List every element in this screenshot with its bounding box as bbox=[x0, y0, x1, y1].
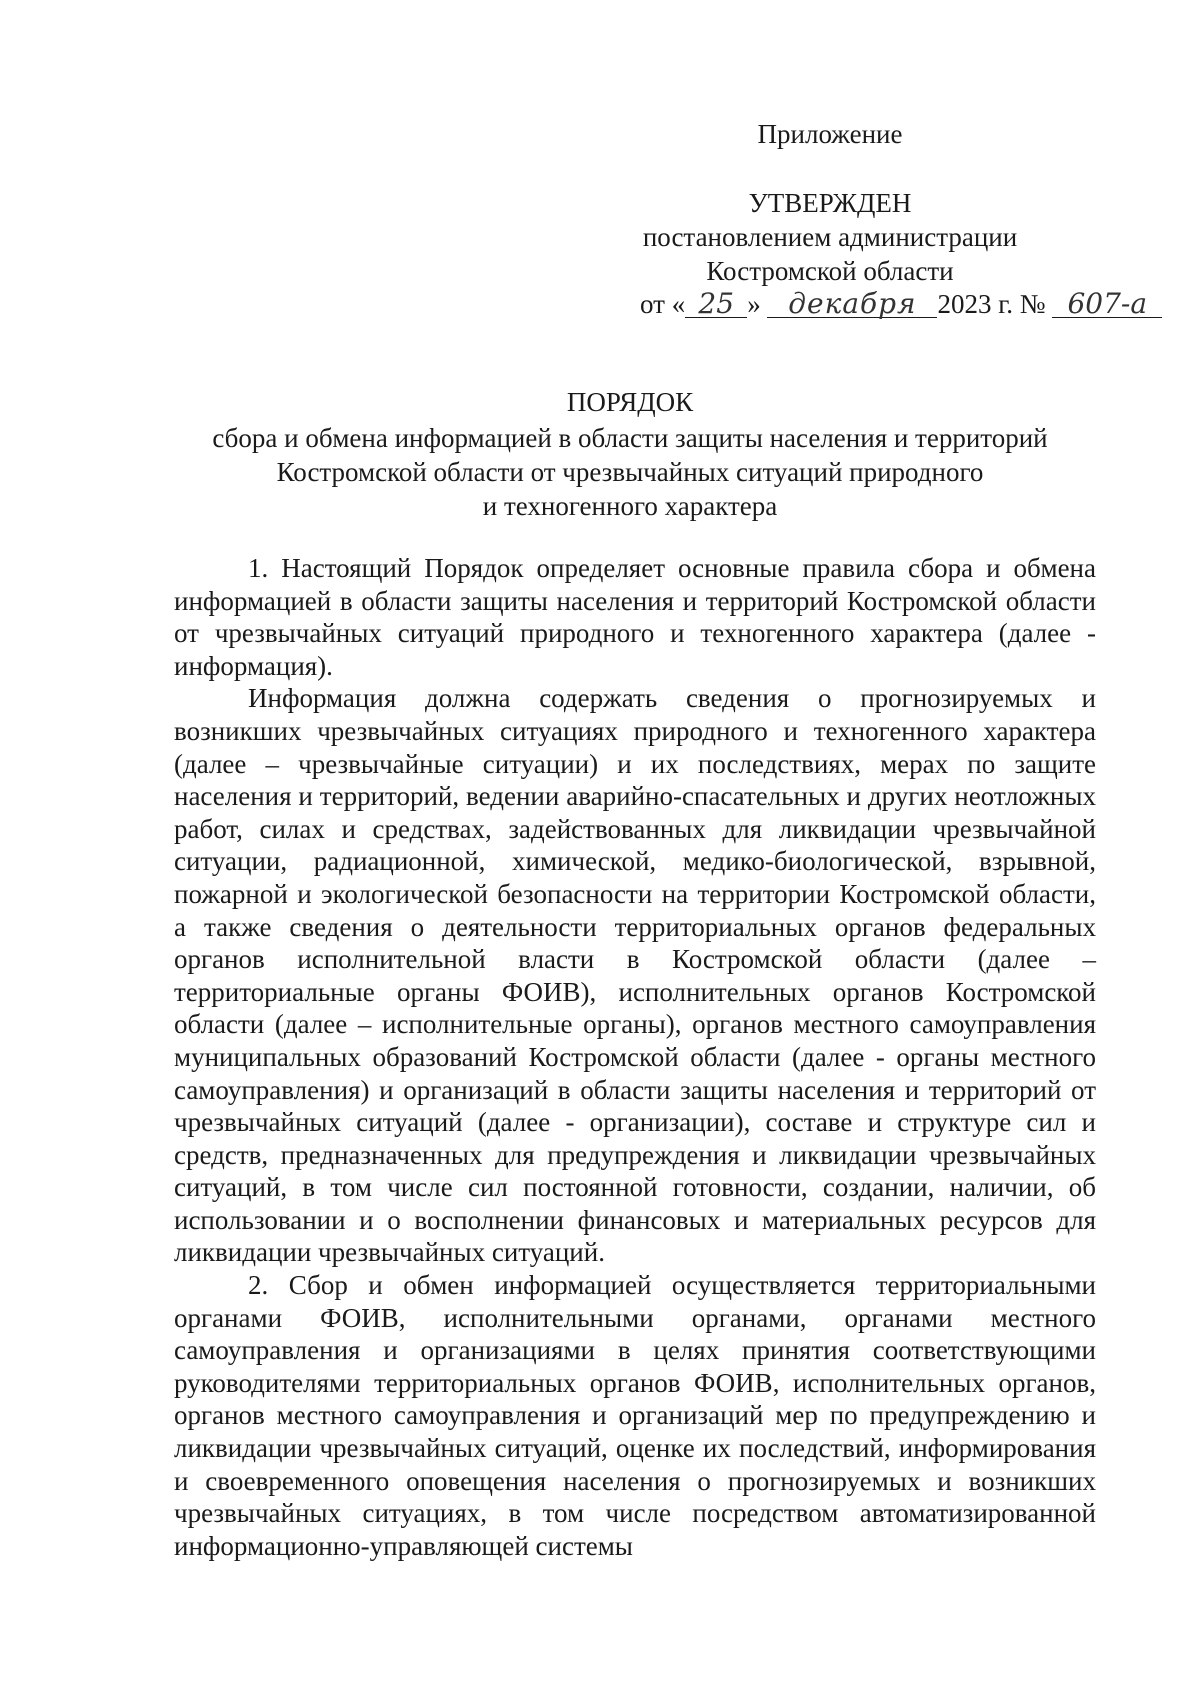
handwritten-day: 25 bbox=[685, 291, 747, 318]
paragraph-1: 1. Настоящий Порядок определяет основные правила сбора и обмена информацией в области защиты населения и территорий Костромской области от чрезвычайных ситуаций природного и техногенного характера (далее - информация). bbox=[174, 553, 1096, 681]
paragraph-2: Информация должна содержать сведения о прогнозируемых и возникших чрезвычайных ситуациях природного и техногенного характера (далее – чрезвычайные ситуации) и их последствиях, мерах по защите населения и территорий, ведении аварийно-спасательных и других неотложных работ, силах и средствах, задействованных для ликвидации чрезвычайной ситуации, радиационной, химической, медико-биологической, взрывной, пожарной и экологической безопасности на территории Костромской области, а также сведения о деятельности территориальных органов федеральных органов исполнительной власти в Костромской области (далее – территориальные органы ФОИВ), исполнительных органов Костромской области (далее – исполнительные органы), органов местного самоуправления муниципальных образований Костромской области (далее - органы местного самоуправления) и организаций в области защиты населения и территорий от чрезвычайных ситуаций (далее - организации), составе и структуре сил и средств, предназначенных для предупреждения и ликвидации чрезвычайных ситуаций, в том числе сил постоянной готовности, создании, наличии, об использовании и о восполнении финансовых и материальных ресурсов для ликвидации чрезвычайных ситуаций. bbox=[174, 683, 1096, 1268]
handwritten-month: декабря bbox=[767, 291, 937, 318]
decree-date-line bbox=[640, 288, 1160, 320]
approved-stamp-text: УТВЕРЖДЕН bbox=[748, 188, 912, 218]
appendix-label: Приложение bbox=[757, 119, 903, 149]
date-mid: » bbox=[747, 289, 761, 319]
date-prefix: от « bbox=[640, 289, 686, 319]
paragraph-3: 2. Сбор и обмен информацией осуществляется территориальными органами ФОИВ, исполнительными органами, органами местного самоуправления и организациями в целях принятия соответствующими руководителями территориальных органов ФОИВ, исполнительных органов, органов местного самоуправления и организаций мер по предупреждению и ликвидации чрезвычайных ситуаций, оценке их последствий, информирования и своевременного оповещения населения о прогнозируемых и возникших чрезвычайных ситуациях, в том числе посредством автоматизированной информационно-управляющей системы bbox=[174, 1270, 1096, 1561]
document-body bbox=[174, 552, 1096, 1562]
document-subtitle-line-2: Костромской области от чрезвычайных ситуаций природного bbox=[276, 457, 984, 487]
decree-line-2: Костромской области bbox=[706, 256, 954, 286]
decree-line-1: постановлением администрации bbox=[642, 222, 1018, 252]
document-subtitle-line-3: и техногенного характера bbox=[482, 491, 778, 521]
document-subtitle-line-1: сбора и обмена информацией в области защиты населения и территорий bbox=[212, 423, 1048, 453]
handwritten-decree-number: 607-а bbox=[1052, 291, 1162, 318]
document-heading: ПОРЯДОК bbox=[566, 387, 694, 417]
date-year: 2023 г. № bbox=[937, 289, 1046, 319]
